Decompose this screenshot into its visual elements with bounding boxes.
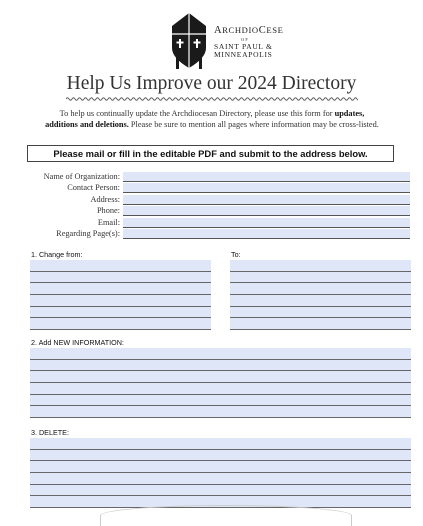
delete-label: 3. DELETE: — [31, 428, 69, 437]
field-input[interactable] — [123, 229, 410, 239]
logo-rest1: RCHDIO — [222, 25, 259, 35]
ruled-line — [30, 329, 211, 330]
ruled-line — [30, 472, 411, 473]
ruled-line — [230, 271, 411, 272]
field-row — [0, 194, 423, 205]
field-label: Contact Person: — [67, 183, 120, 193]
ruled-line — [30, 306, 211, 307]
logo-line4: MINNEAPOLIS — [214, 50, 273, 60]
ruled-line — [30, 495, 411, 496]
archdiocese-logo — [166, 12, 284, 70]
logo-cap2: C — [258, 25, 267, 36]
field-label: Email: — [97, 217, 120, 227]
ruled-line — [230, 282, 411, 283]
ruled-line — [230, 306, 411, 307]
ruled-line — [230, 329, 411, 330]
field-row — [0, 171, 423, 182]
field-input[interactable] — [123, 195, 410, 205]
ruled-line — [30, 449, 411, 450]
ruled-line — [30, 370, 411, 371]
change-to-field[interactable] — [230, 260, 411, 330]
intro-part2: Please be sure to mention all pages where information may be cross-listed. — [128, 120, 379, 129]
add-new-field[interactable] — [30, 348, 411, 418]
ruled-line — [30, 294, 211, 295]
logo-line3: SAINT PAUL & — [214, 41, 273, 51]
field-label: Regarding Page(s): — [56, 229, 120, 238]
logo-cap1: A — [214, 25, 223, 36]
field-label: Address: — [90, 194, 120, 204]
ruled-line — [230, 294, 411, 295]
logo-of: OF — [241, 36, 249, 42]
field-input[interactable] — [123, 172, 410, 182]
field-label: Phone: — [96, 206, 120, 216]
add-new-label: 2. Add NEW INFORMATION: — [31, 338, 124, 347]
to-label: To: — [231, 250, 241, 259]
page-title: Help Us Improve our 2024 Directory — [66, 73, 357, 94]
intro-bold1: updates, — [334, 109, 365, 118]
submit-notice: Please mail or fill in the editable PDF and submit to the address below. — [27, 145, 394, 162]
field-input[interactable] — [123, 218, 410, 228]
change-from-field[interactable] — [30, 260, 211, 330]
ruled-line — [30, 460, 411, 461]
ruled-line — [30, 417, 411, 418]
field-row — [0, 217, 423, 228]
logo-wordmark — [214, 26, 283, 59]
crest-icon — [166, 12, 212, 70]
intro-text — [26, 108, 398, 130]
ruled-line — [30, 394, 411, 395]
intro-part1: To help us continually update the Archdiocesan Directory, please use this form for — [59, 109, 335, 118]
field-input[interactable] — [123, 183, 410, 193]
field-row — [0, 205, 423, 216]
change-from-label: 1. Change from: — [31, 250, 83, 259]
ruled-line — [230, 317, 411, 318]
ruled-line — [30, 271, 211, 272]
footer-arc — [100, 505, 352, 526]
title-underline — [66, 96, 358, 102]
ruled-line — [30, 317, 211, 318]
ruled-line — [30, 405, 411, 406]
logo-rest2: ESE — [266, 25, 284, 35]
ruled-line — [30, 484, 411, 485]
ruled-line — [30, 382, 411, 383]
field-input[interactable] — [123, 206, 410, 216]
ruled-line — [30, 282, 211, 283]
field-row — [0, 182, 423, 193]
ruled-line — [30, 359, 411, 360]
field-label: Name of Organization: — [43, 172, 120, 181]
delete-field[interactable] — [30, 438, 411, 508]
intro-bold2: additions and deletions. — [45, 120, 129, 129]
field-row — [0, 228, 423, 239]
